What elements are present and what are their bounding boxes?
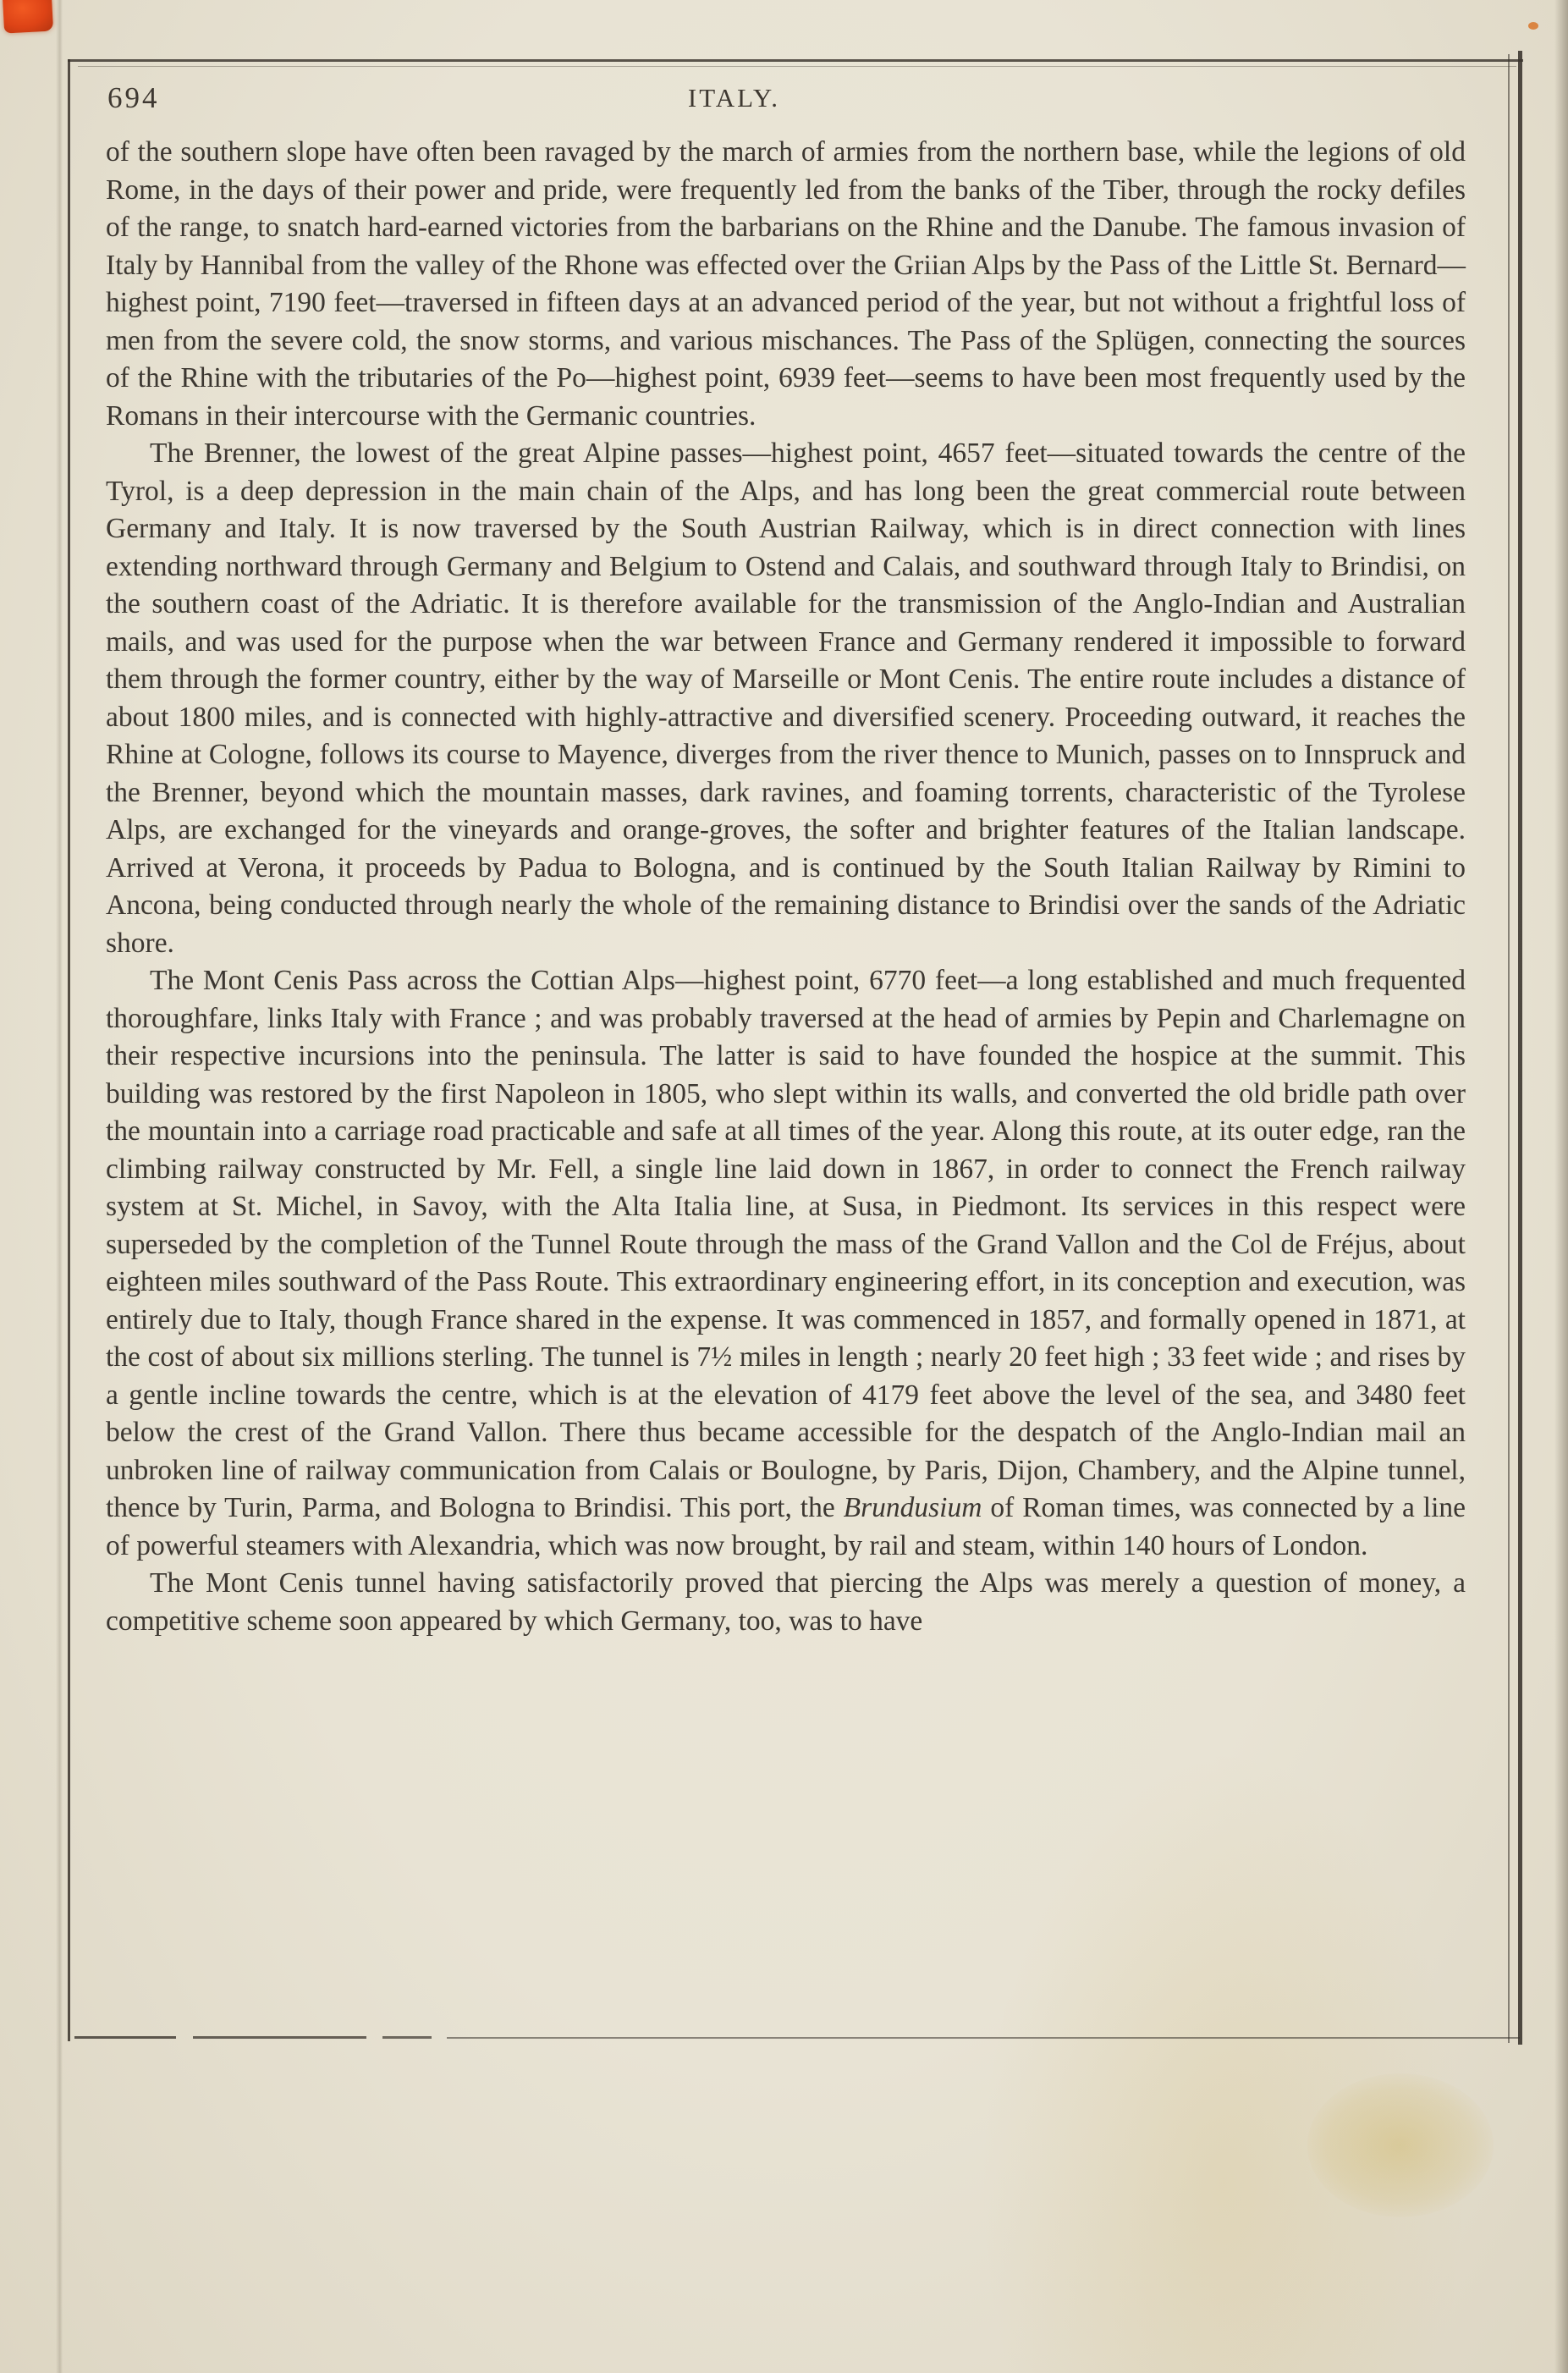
- paragraph-segment: The Mont Cenis tunnel having satisfactorily proved that piercing the Alps was merely a question of money, a competitive scheme soon appeared by which Germany, too, was to have: [106, 1567, 1466, 1637]
- frame-rule-bottom-dash: [382, 2036, 432, 2039]
- frame-rule-left: [68, 59, 70, 2041]
- scan-artifact-dot: [1528, 22, 1538, 30]
- paper-stain: [1307, 2073, 1494, 2217]
- paragraph-segment: of Roman times, was connected by a line of powerful steamers with Alexandria, which was now brought, by rail and steam, within 140 hours of London.: [106, 1492, 1466, 1561]
- frame-rule-bottom-dash: [74, 2036, 176, 2039]
- page-edge-shadow-right: [1554, 0, 1568, 2373]
- page-number: 694: [107, 81, 160, 114]
- text-block: [106, 134, 1466, 1640]
- page-header: [106, 81, 1464, 118]
- frame-rule-right-outer: [1518, 51, 1522, 2045]
- paragraph-segment: The Mont Cenis Pass across the Cottian Alps—highest point, 6770 feet—a long established and much frequented thoroughfare, links Italy with France ; and was probably traversed at the head of armies by Pepin and Charlemagne on their respective incursions into the peninsula. The latter is said to have founded the hospice at the summit. This building was restored by the first Napoleon in 1805, who slept within its walls, and converted the old bridle path over the mountain into a carriage road practicable and safe at all times of the year. Along this route, at its outer edge, ran the climbing railway constructed by Mr. Fell, a single line laid down in 1867, in order to connect the French railway system at St. Michel, in Savoy, with the Alta Italia line, at Susa, in Piedmont. Its services in this respect were superseded by the completion of the Tunnel Route through the mass of the Grand Vallon and the Col de Fréjus, about eighteen miles southward of the Pass Route. This extraordinary engineering effort, in its conception and execution, was entirely due to Italy, though France shared in the expense. It was commenced in 1857, and formally opened in 1871, at the cost of about six millions sterling. The tunnel is 7½ miles in length ; nearly 20 feet high ; 33 feet wide ; and rises by a gentle incline towards the centre, which is at the elevation of 4179 feet above the level of the sea, and 3480 feet below the crest of the Grand Vallon. There thus became accessible for the despatch of the Anglo-Indian mail an unbroken line of railway communication from Calais or Boulogne, by Paris, Dijon, Chambery, and the Alpine tunnel, thence by Turin, Parma, and Bologna to Brindisi. This port, the: [106, 965, 1466, 1523]
- frame-rule-top-inner: [78, 66, 1516, 67]
- paragraph: [106, 435, 1466, 962]
- frame-rule-top: [68, 59, 1523, 62]
- frame-rule-bottom-dash: [193, 2036, 366, 2039]
- paragraph-italic-segment: Brundusium: [843, 1492, 982, 1523]
- paragraph-segment: of the southern slope have often been ravaged by the march of armies from the northern base, while the legions of old Rome, in the days of their power and pride, were frequently led from the banks of the Tiber, through the rocky defiles of the range, to snatch hard-earned victories from the barbarians on the Rhine and the Danube. The famous invasion of Italy by Hannibal from the valley of the Rhone was effected over the Griian Alps by the Pass of the Little St. Bernard—highest point, 7190 feet—traversed in fifteen days at an advanced period of the year, but not without a frightful loss of men from the severe cold, the snow storms, and various mischances. The Pass of the Splügen, connecting the sources of the Rhine with the tributaries of the Po—highest point, 6939 feet—seems to have been most frequently used by the Romans in their intercourse with the Germanic countries.: [106, 136, 1466, 432]
- scan-artifact-red: [3, 0, 53, 33]
- paragraph: [106, 1565, 1466, 1640]
- paragraph-segment: The Brenner, the lowest of the great Alpine passes—highest point, 4657 feet—situated towards the centre of the Tyrol, is a deep depression in the main chain of the Alps, and has long been the great commercial route between Germany and Italy. It is now traversed by the South Austrian Railway, which is in direct connection with lines extending northward through Germany and Belgium to Ostend and Calais, and southward through Italy to Brindisi, on the southern coast of the Adriatic. It is therefore available for the transmission of the Anglo-Indian and Australian mails, and was used for the purpose when the war between France and Germany rendered it impossible to forward them through the former country, either by the way of Marseille or Mont Cenis. The entire route includes a distance of about 1800 miles, and is connected with highly-attractive and diversified scenery. Proceeding outward, it reaches the Rhine at Cologne, follows its course to Mayence, diverges from the river thence to Munich, passes on to Innspruck and the Brenner, beyond which the mountain masses, dark ravines, and foaming torrents, characteristic of the Tyrolese Alps, are exchanged for the vineyards and orange-groves, the softer and brighter features of the Italian landscape. Arrived at Verona, it proceeds by Padua to Bologna, and is continued by the South Italian Railway by Rimini to Ancona, being conducted through nearly the whole of the remaining distance to Brindisi over the sands of the Adriatic shore.: [106, 438, 1466, 959]
- page-edge-shadow-left: [56, 0, 63, 2373]
- frame-rule-right-inner: [1508, 54, 1510, 2043]
- running-head: ITALY.: [687, 83, 781, 113]
- frame-rule-bottom-line: [447, 2037, 1520, 2039]
- paragraph: [106, 134, 1466, 435]
- paragraph: [106, 962, 1466, 1565]
